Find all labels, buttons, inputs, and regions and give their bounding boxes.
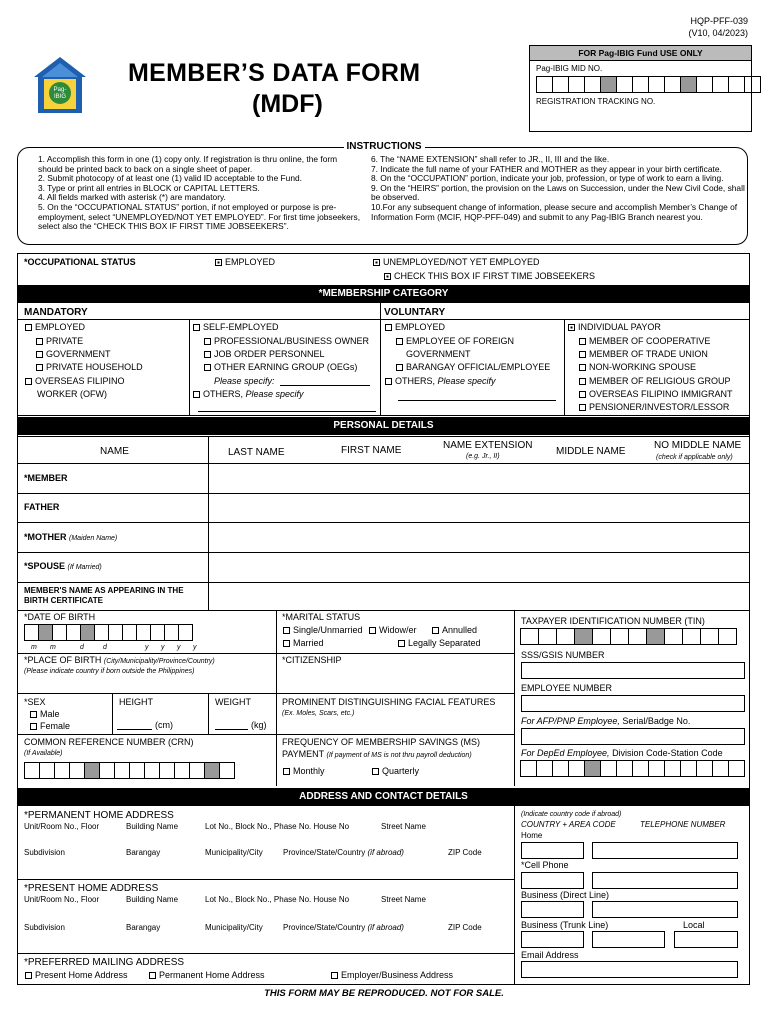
deped-cells[interactable]: [521, 760, 745, 777]
freq-quarterly-option[interactable]: Quarterly: [372, 766, 419, 777]
pres-street-label: Street Name: [381, 895, 426, 904]
instructions-right: 6. The “NAME EXTENSION” shall refer to JR., II, III and the like. 7. Indicate the full name of your FATHER and MOTHER as they appear in your birth certificate. 8. On the “OCCUPATION” portion, indicate your job, profession, or type of work to earn a living. 9. On the “HEIRS” portion, the provision on the Laws on Succession, under the New Civil Code, shall be observed. 10.For any subsequent change of information, please secure and accomplish Member’s Change of Information Form (MCIF, HQP-PFF-049) and submit to any Pag-IBIG Branch nearest you.: [371, 154, 745, 222]
perm-municipality-label: Municipality/City: [205, 848, 263, 857]
pres-lot-label: Lot No., Block No., Phase No. House No: [205, 895, 350, 904]
employee-number-input[interactable]: [521, 695, 745, 712]
home-phone-label: Home: [521, 831, 543, 840]
dob-yy-3: y: [177, 644, 181, 651]
crn-note: (If Available): [24, 750, 63, 757]
address-contact-bar: ADDRESS AND CONTACT DETAILS: [17, 788, 750, 806]
height-unit: (cm): [155, 720, 173, 730]
office-use-heading: FOR Pag-IBIG Fund USE ONLY: [530, 46, 751, 61]
v-coop-option[interactable]: MEMBER OF COOPERATIVE: [579, 336, 710, 347]
m-employed-option[interactable]: EMPLOYED: [25, 322, 85, 333]
height-input[interactable]: [117, 729, 152, 730]
rtn-label: REGISTRATION TRACKING NO.: [536, 97, 656, 106]
perm-street-label: Street Name: [381, 822, 426, 831]
m-job-order-option[interactable]: JOB ORDER PERSONNEL: [204, 349, 325, 360]
dob-dd-1: d: [80, 644, 84, 651]
birthcert-label-1: MEMBER'S NAME AS APPEARING IN THE: [24, 586, 184, 595]
pres-unit-label: Unit/Room No., Floor: [24, 895, 100, 904]
v-others-option[interactable]: OTHERS, Please specify: [385, 376, 496, 387]
present-address-label: *PRESENT HOME ADDRESS: [24, 883, 159, 894]
marital-separated-option[interactable]: Legally Separated: [398, 638, 481, 649]
tin-label: TAXPAYER IDENTIFICATION NUMBER (TIN): [521, 616, 705, 626]
mid-label: Pag-IBIG MID NO.: [536, 64, 603, 73]
sex-male-option[interactable]: Male: [30, 709, 60, 720]
cell-area-code-input[interactable]: [521, 872, 584, 889]
m-specify-label: Please specify:: [214, 376, 275, 386]
afp-serial-input[interactable]: [521, 728, 745, 745]
col-last-name: LAST NAME: [228, 447, 285, 458]
home-area-code-input[interactable]: [521, 842, 584, 859]
birthcert-label-2: BIRTH CERTIFICATE: [24, 596, 103, 605]
pres-subdivision-label: Subdivision: [24, 923, 65, 932]
v-employed-option[interactable]: EMPLOYED: [385, 322, 445, 333]
footer-note: THIS FORM MAY BE REPRODUCED. NOT FOR SALE.: [264, 988, 504, 999]
employee-number-label: EMPLOYEE NUMBER: [521, 683, 613, 693]
mail-present-option[interactable]: Present Home Address: [25, 970, 128, 981]
cell-phone-label: *Cell Phone: [521, 860, 569, 870]
marital-single-option[interactable]: Single/Unmarried: [283, 625, 363, 636]
m-ofw-label-2: WORKER (OFW): [37, 389, 107, 399]
m-private-option[interactable]: PRIVATE: [36, 336, 83, 347]
v-immigrant-option[interactable]: OVERSEAS FILIPINO IMMIGRANT: [579, 389, 733, 400]
dob-yy-1: y: [145, 644, 149, 651]
m-others-option[interactable]: OTHERS, Please specify: [193, 389, 304, 400]
v-spouse-option[interactable]: NON-WORKING SPOUSE: [579, 362, 696, 373]
facial-features-label: PROMINENT DISTINGUISHING FACIAL FEATURES: [282, 697, 496, 707]
form-title: MEMBER’S DATA FORM: [128, 59, 421, 87]
perm-subdivision-label: Subdivision: [24, 848, 65, 857]
spouse-label: *SPOUSE (If Married): [24, 561, 102, 571]
telephone-number-label: TELEPHONE NUMBER: [640, 820, 726, 829]
v-foreign-option[interactable]: EMPLOYEE OF FOREIGN: [396, 336, 514, 347]
perm-unit-label: Unit/Room No., Floor: [24, 822, 100, 831]
business-trunk-label: Business (Trunk Line): [521, 920, 609, 930]
home-phone-input[interactable]: [592, 842, 738, 859]
occ-unemployed-checkbox[interactable]: [373, 259, 380, 266]
instructions-heading: INSTRUCTIONS: [0, 141, 768, 153]
perm-zip-label: ZIP Code: [448, 848, 482, 857]
dob-mm-1: m: [31, 644, 37, 651]
logo-text-1: Pag-: [53, 87, 67, 93]
sex-female-option[interactable]: Female: [30, 721, 70, 732]
weight-unit: (kg): [251, 720, 267, 730]
mother-name-input[interactable]: [210, 524, 748, 551]
business-direct-input[interactable]: [592, 901, 738, 918]
membership-category-bar: *MEMBERSHIP CATEGORY: [17, 285, 750, 303]
pob-label: *PLACE OF BIRTH (City/Municipality/Province/Country): [24, 655, 215, 665]
occupational-label: *OCCUPATIONAL STATUS: [24, 257, 136, 267]
pres-zip-label: ZIP Code: [448, 923, 482, 932]
m-government-option[interactable]: GOVERNMENT: [36, 349, 111, 360]
perm-province-label: Province/State/Country (if abroad): [283, 848, 404, 857]
country-area-code-label: COUNTRY + AREA CODE: [521, 820, 616, 829]
perm-address-line1-input[interactable]: [20, 833, 510, 846]
pagibig-logo: [32, 55, 88, 117]
v-foreign-label-2: GOVERNMENT: [406, 349, 471, 359]
perm-lot-label: Lot No., Block No., Phase No. House No: [205, 822, 350, 831]
marital-label: *MARITAL STATUS: [282, 612, 361, 622]
mailing-address-label: *PREFERRED MAILING ADDRESS: [24, 957, 185, 968]
pres-province-label: Province/State/Country (if abroad): [283, 923, 404, 932]
col-no-middle-name: NO MIDDLE NAME: [654, 440, 742, 451]
pres-building-label: Building Name: [126, 895, 179, 904]
form-subtitle: (MDF): [252, 90, 323, 118]
col-ext-note: (e.g. Jr., II): [466, 453, 500, 460]
business-direct-area-input[interactable]: [521, 901, 584, 918]
mother-label: *MOTHER (Maiden Name): [24, 532, 118, 542]
facial-features-note: (Ex. Moles, Scars, etc.): [282, 710, 355, 717]
personal-details-bar: PERSONAL DETAILS: [17, 417, 750, 435]
marital-married-option[interactable]: Married: [283, 638, 324, 649]
marital-widow-option[interactable]: Widow/er: [369, 625, 417, 636]
m-others-line[interactable]: [198, 411, 376, 412]
mandatory-heading: MANDATORY: [24, 307, 88, 318]
member-label: *MEMBER: [24, 473, 68, 483]
occ-jobseeker-checkbox[interactable]: [384, 273, 391, 280]
m-household-option[interactable]: PRIVATE HOUSEHOLD: [36, 362, 143, 373]
pres-municipality-label: Municipality/City: [205, 923, 263, 932]
dob-label: *DATE OF BIRTH: [24, 612, 96, 622]
mid-number-cells[interactable]: [537, 76, 761, 93]
birthcert-name-input[interactable]: [210, 584, 748, 609]
logo-text-2: IBIG: [53, 94, 67, 100]
pres-barangay-label: Barangay: [126, 923, 161, 932]
afp-label: For AFP/PNP Employee, Serial/Badge No.: [521, 716, 691, 726]
perm-barangay-label: Barangay: [126, 848, 161, 857]
father-name-input[interactable]: [210, 495, 748, 521]
v-union-option[interactable]: MEMBER OF TRADE UNION: [579, 349, 708, 360]
dob-dd-2: d: [103, 644, 107, 651]
col-middle-name: MIDDLE NAME: [556, 446, 626, 457]
freq-label: FREQUENCY OF MEMBERSHIP SAVINGS (MS): [282, 737, 481, 747]
col-name: NAME: [100, 446, 129, 457]
country-code-note: (Indicate country code if abroad): [521, 811, 622, 818]
citizenship-label: *CITIZENSHIP: [282, 655, 342, 665]
cell-phone-input[interactable]: [592, 872, 738, 889]
col-first-name: FIRST NAME: [341, 445, 402, 456]
crn-cells[interactable]: [25, 762, 235, 779]
m-self-employed-option[interactable]: SELF-EMPLOYED: [193, 322, 279, 333]
instructions-left: 1. Accomplish this form in one (1) copy only. If registration is thru online, the form should be printed back to back on a single sheet of paper. 2. Submit photocopy of at least one (1) valid ID acceptable to the Fund. 3. Type or print all entries in BLOCK or CAPITAL LETTERS. 4. All fields marked with asterisk (*) are mandatory. 5. On the “OCCUPATIONAL STATUS” portion, if not employed or purpose is pre-employment, select “UNEMPLOYED/NOT YET EMPLOYED”. For first time jobseekers, select also the “CHECK THIS BOX IF FIRST TIME JOBSEEKERS”.: [38, 154, 361, 232]
freq-label-2: PAYMENT (If payment of MS is not thru payroll deduction): [282, 749, 472, 759]
perm-address-line2-input[interactable]: [20, 859, 510, 876]
member-name-input[interactable]: [210, 465, 748, 492]
sss-label: SSS/GSIS NUMBER: [521, 650, 605, 660]
sex-label: *SEX: [24, 697, 46, 707]
occ-unemployed-option[interactable]: UNEMPLOYED/NOT YET EMPLOYED: [373, 257, 540, 268]
m-specify-line[interactable]: [280, 385, 370, 386]
business-trunk-area-input[interactable]: [521, 931, 584, 948]
permanent-address-label: *PERMANENT HOME ADDRESS: [24, 810, 174, 821]
v-individual-option[interactable]: INDIVIDUAL PAYOR: [568, 322, 661, 333]
local-label: Local: [683, 920, 705, 930]
dob-cells[interactable]: [25, 624, 193, 641]
occ-employed-checkbox[interactable]: [215, 259, 222, 266]
v-barangay-option[interactable]: BARANGAY OFFICIAL/EMPLOYEE: [396, 362, 550, 373]
mail-employer-option[interactable]: Employer/Business Address: [331, 970, 453, 981]
height-label: HEIGHT: [119, 697, 154, 707]
m-ofw-option[interactable]: OVERSEAS FILIPINO: [25, 376, 125, 387]
col-nomiddle-note: (check if applicable only): [656, 454, 733, 461]
occ-jobseeker-option[interactable]: CHECK THIS BOX IF FIRST TIME JOBSEEKERS: [384, 271, 595, 282]
form-version: (V10, 04/2023): [688, 28, 748, 38]
perm-building-label: Building Name: [126, 822, 179, 831]
weight-input[interactable]: [215, 729, 248, 730]
form-code: HQP-PFF-039: [690, 16, 748, 26]
sss-input[interactable]: [521, 662, 745, 679]
deped-label: For DepEd Employee, Division Code-Station Code: [521, 748, 723, 758]
business-direct-label: Business (Direct Line): [521, 890, 610, 900]
spouse-name-input[interactable]: [210, 554, 748, 581]
m-professional-option[interactable]: PROFESSIONAL/BUSINESS OWNER: [204, 336, 369, 347]
col-name-extension: NAME EXTENSION: [443, 440, 533, 451]
business-trunk-input[interactable]: [592, 931, 665, 948]
v-religious-option[interactable]: MEMBER OF RELIGIOUS GROUP: [579, 376, 731, 387]
father-label: FATHER: [24, 502, 60, 512]
m-oeg-option[interactable]: OTHER EARNING GROUP (OEGs): [204, 362, 357, 373]
local-number-input[interactable]: [674, 931, 738, 948]
dob-yy-2: y: [161, 644, 165, 651]
dob-yy-4: y: [193, 644, 197, 651]
marital-annulled-option[interactable]: Annulled: [432, 625, 477, 636]
crn-label: COMMON REFERENCE NUMBER (CRN): [24, 737, 194, 747]
email-label: Email Address: [521, 950, 579, 960]
dob-mm-2: m: [50, 644, 56, 651]
occ-employed-option[interactable]: EMPLOYED: [215, 257, 275, 268]
voluntary-heading: VOLUNTARY: [384, 307, 446, 318]
v-others-line[interactable]: [398, 400, 556, 401]
v-pensioner-option[interactable]: PENSIONER/INVESTOR/LESSOR: [579, 402, 729, 413]
freq-monthly-option[interactable]: Monthly: [283, 766, 325, 777]
pres-address-line1-input[interactable]: [20, 906, 510, 919]
pres-address-line2-input[interactable]: [20, 934, 510, 950]
email-input[interactable]: [521, 961, 738, 978]
weight-label: WEIGHT: [215, 697, 251, 707]
tin-cells[interactable]: [521, 628, 737, 645]
pob-note-2: (Please indicate country if born outside the Philippines): [24, 668, 195, 675]
mail-permanent-option[interactable]: Permanent Home Address: [149, 970, 265, 981]
